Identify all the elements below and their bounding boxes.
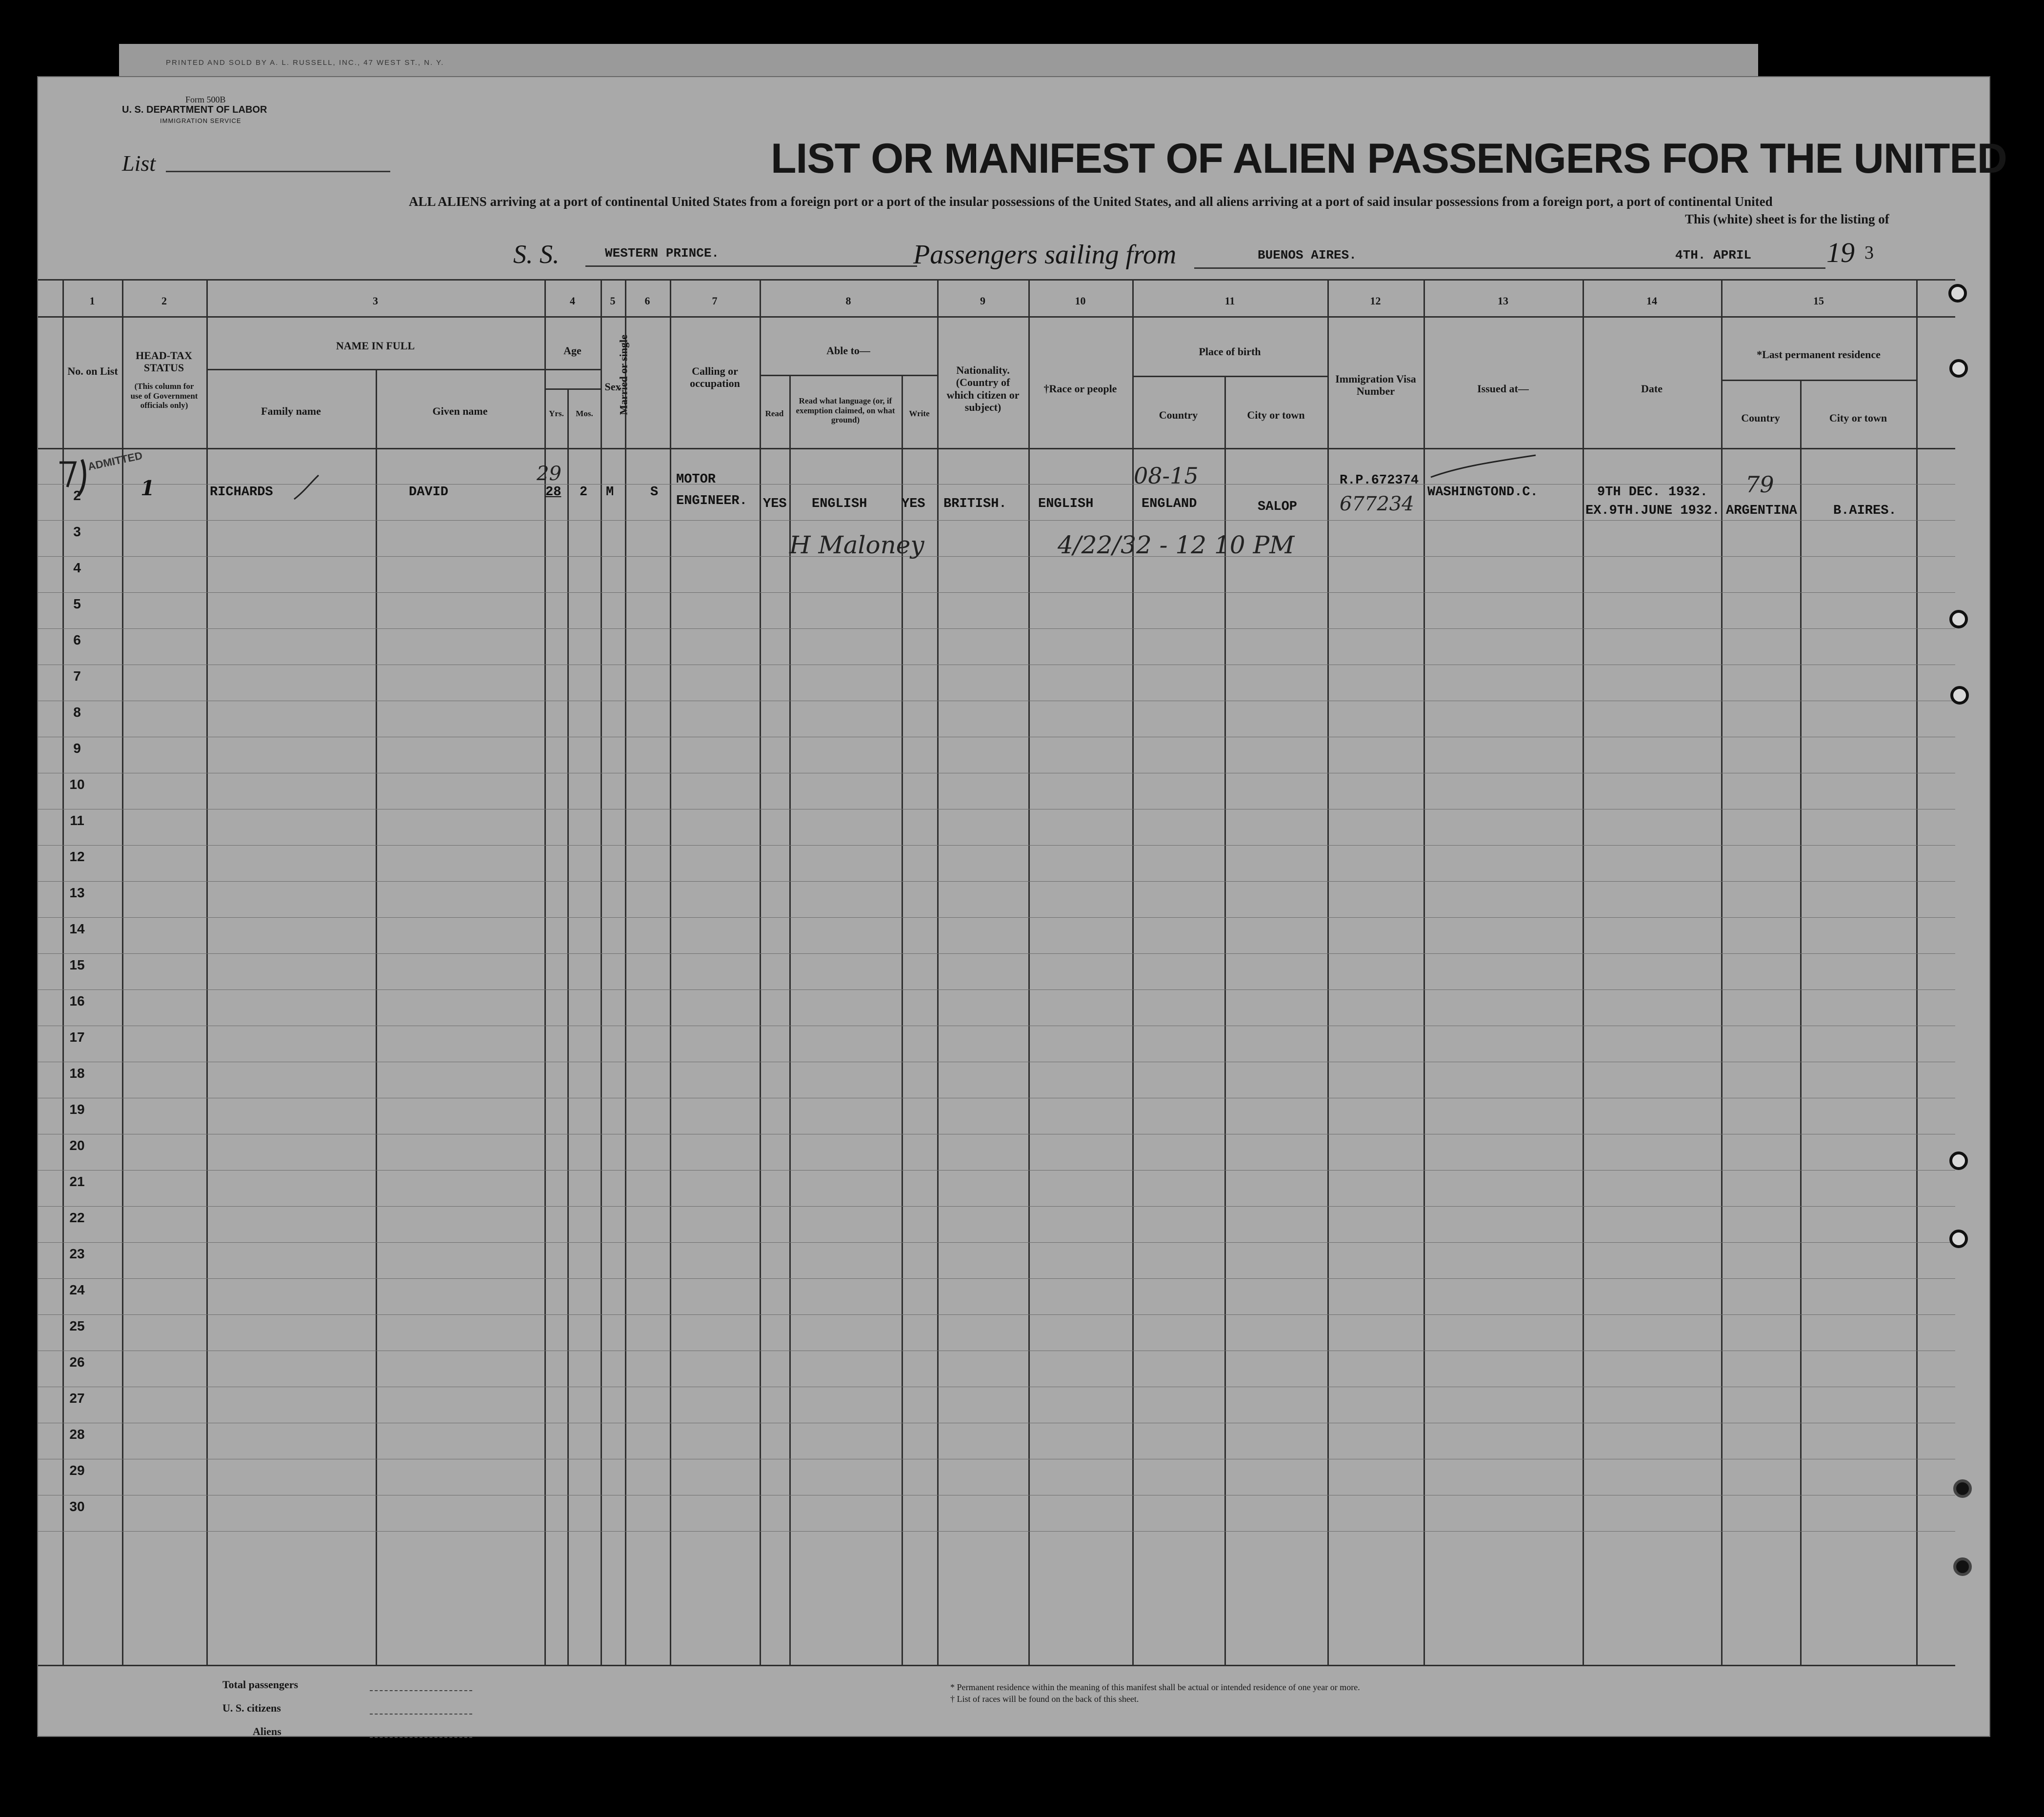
footer-total-field[interactable] (370, 1690, 472, 1691)
row-number: 5 (73, 596, 81, 611)
row-number: 15 (69, 957, 85, 972)
visa-date-line-2: EX.9TH.JUNE 1932. (1585, 504, 1720, 518)
handwritten-date: 4/22/32 - 12 10 PM (1058, 531, 1295, 559)
footer-citizens-field[interactable] (370, 1714, 472, 1715)
able-subheader-rule (760, 375, 937, 376)
row-number: 13 (69, 885, 85, 900)
row-divider (38, 917, 1955, 918)
age-handwritten: 29 (537, 463, 561, 485)
header-age-mos: Mos. (576, 409, 593, 418)
birth-city-value: SALOP (1258, 500, 1298, 514)
age-subheader-rule (544, 388, 601, 390)
row-number: 19 (69, 1102, 85, 1117)
row-divider (38, 1531, 1955, 1532)
header-no-on-list: No. on List (67, 365, 118, 377)
row-number: 2 (73, 488, 81, 503)
header-age-yrs: Yrs. (549, 409, 564, 418)
column-number-rule (38, 316, 1955, 318)
read-value: YES (763, 497, 787, 511)
col-number: 5 (610, 295, 616, 307)
sex-value: M (606, 485, 614, 500)
row-number: 16 (69, 993, 85, 1009)
nationality-value: BRITISH. (943, 497, 1007, 511)
col-line (1423, 279, 1425, 1665)
header-race: †Race or people (1043, 383, 1117, 395)
department-name: U. S. DEPARTMENT OF LABOR (122, 104, 267, 115)
col-line (760, 279, 761, 1665)
row-number: 10 (69, 777, 85, 792)
footer-note-races: † List of races will be found on the back of this sheet. (950, 1694, 1139, 1704)
col-line (902, 375, 903, 1665)
header-calling-occupation: Calling or occupation (690, 365, 740, 390)
header-date: Date (1641, 383, 1663, 395)
row-divider (38, 1278, 1955, 1279)
row-number: 26 (69, 1354, 85, 1370)
header-head-tax-note: (This column for use of Government officials only) (130, 382, 198, 410)
row-number: 11 (70, 813, 84, 828)
header-visa-number: Immigration Visa Number (1335, 373, 1416, 398)
col-number: 4 (570, 295, 575, 307)
instruction-line-1: ALL ALIENS arriving at a port of continental United States from a foreign port or a port of the insular possessions of the United States, and all aliens arriving at a port of said insular possessions from a foreign port, a port of continental United (409, 194, 1773, 209)
form-number: Form 500B (185, 95, 226, 104)
row-divider (38, 1314, 1955, 1315)
ship-name-field[interactable] (585, 265, 917, 267)
ship-name: WESTERN PRINCE. (605, 246, 720, 261)
row-divider (38, 628, 1955, 629)
col-line (601, 279, 602, 1665)
year-prefix: 19 (1826, 237, 1855, 268)
col-line (1721, 279, 1723, 1665)
instruction-line-2: This (white) sheet is for the listing of (1685, 212, 1889, 226)
admitted-stamp-text: ADMITTED (86, 449, 144, 473)
row-divider (38, 556, 1955, 557)
row-number: 20 (69, 1138, 85, 1153)
row-number: 27 (69, 1391, 85, 1406)
col-line (1583, 279, 1584, 1665)
sailing-date: 4TH. APRIL (1675, 248, 1752, 262)
page-title: LIST OR MANIFEST OF ALIEN PASSENGERS FOR THE UNITED (771, 135, 2007, 182)
col-line (376, 369, 377, 1665)
footer-total-label: Total passengers (222, 1678, 299, 1691)
age-months-value: 2 (580, 485, 588, 500)
header-married-or-single: Married or single (617, 335, 630, 415)
departure-port: BUENOS AIRES. (1258, 248, 1357, 262)
header-last-residence: *Last permanent residence (1757, 348, 1881, 361)
age-years-value: 28 (545, 485, 561, 500)
row-number: 30 (69, 1499, 85, 1514)
header-sex: Sex (604, 381, 621, 393)
inspector-signature: H Maloney (789, 531, 924, 559)
footer-citizens-label: U. S. citizens (222, 1702, 281, 1714)
language-value: ENGLISH (812, 497, 867, 511)
row-divider (38, 1170, 1955, 1171)
header-nationality: Nationality. (Country of which citizen or subject) (946, 364, 1020, 413)
check-mark (292, 472, 321, 502)
col-line (1800, 380, 1802, 1665)
row-number: 24 (69, 1282, 85, 1297)
occupation-line-2: ENGINEER. (676, 494, 747, 508)
punch-hole (1949, 1151, 1968, 1170)
visa-handwritten-note: 677234 (1340, 493, 1414, 515)
row-number: 21 (69, 1174, 85, 1189)
race-value: ENGLISH (1038, 497, 1094, 511)
header-age: Age (563, 344, 581, 357)
occupation-line-1: MOTOR (676, 472, 716, 487)
header-place-of-birth: Place of birth (1199, 345, 1261, 358)
header-read-language: Read what language (or, if exemption claimed, on what ground) (796, 396, 895, 425)
col-number: 10 (1075, 295, 1086, 307)
list-number-field[interactable] (166, 171, 390, 172)
row-number: 3 (73, 524, 81, 539)
row-divider (38, 484, 1955, 485)
row-divider (38, 1242, 1955, 1243)
punch-hole (1953, 1557, 1972, 1576)
row-number: 23 (69, 1246, 85, 1261)
admitted-stamp (55, 449, 144, 506)
ss-label: S. S. (513, 240, 560, 269)
col-number: 12 (1370, 295, 1381, 307)
residence-city-value: B.AIRES. (1833, 504, 1897, 518)
residence-handwritten-note: 79 (1745, 471, 1774, 498)
header-issued-at: Issued at— (1477, 383, 1529, 395)
family-name-value: RICHARDS (210, 485, 273, 500)
table-top-rule (38, 279, 1955, 281)
col-line (206, 279, 208, 1665)
row-number: 9 (73, 741, 81, 756)
issued-at-value: WASHINGTOND.C. (1427, 485, 1538, 500)
head-tax-value: 1 (140, 476, 155, 500)
issued-at-pen-stroke (1428, 453, 1541, 482)
header-head-tax: HEAD-TAX STATUS (136, 349, 192, 374)
row-number: 17 (69, 1030, 85, 1045)
col-line (937, 279, 939, 1665)
col-number: 8 (845, 295, 851, 307)
birth-handwritten-note: 08-15 (1134, 463, 1199, 489)
header-residence-city: City or town (1829, 412, 1887, 424)
table-bottom-rule (38, 1665, 1955, 1666)
header-read: Read (765, 409, 784, 418)
sailing-date-field[interactable] (1572, 267, 1825, 269)
col-number: 13 (1498, 295, 1508, 307)
col-number: 11 (1224, 295, 1235, 307)
punch-hole (1950, 686, 1969, 705)
row-number: 18 (69, 1066, 85, 1081)
header-able-to: Able to— (826, 344, 870, 357)
row-number: 4 (73, 560, 81, 575)
row-number: 25 (69, 1318, 85, 1333)
birth-country-value: ENGLAND (1142, 497, 1197, 511)
row-divider (38, 881, 1955, 882)
punch-hole (1949, 1230, 1968, 1248)
col-line (625, 279, 626, 1665)
col-number: 7 (712, 295, 718, 307)
year-suffix: 3 (1864, 242, 1874, 263)
punch-hole (1948, 284, 1967, 303)
col-number: 3 (373, 295, 378, 307)
given-name-value: DAVID (409, 485, 449, 500)
header-given-name: Given name (432, 405, 488, 417)
manifest-sheet (37, 76, 2007, 1737)
row-divider (38, 592, 1955, 593)
footer-note-residence: * Permanent residence within the meaning of this manifest shall be actual or intended residence of one year or more. (950, 1682, 1360, 1692)
row-divider (38, 1206, 1955, 1207)
header-residence-country: Country (1741, 412, 1780, 424)
col-line (1224, 376, 1226, 1665)
col-number: 15 (1813, 295, 1824, 307)
row-number: 6 (73, 632, 81, 647)
service-name: IMMIGRATION SERVICE (160, 117, 241, 124)
sailing-label: Passengers sailing from (913, 240, 1177, 270)
col-line (567, 388, 569, 1665)
punch-hole (1949, 359, 1968, 378)
col-number: 1 (89, 295, 95, 307)
col-number: 6 (644, 295, 650, 307)
row-number: 7 (73, 668, 81, 684)
footer-aliens-field[interactable] (370, 1737, 472, 1738)
row-number: 12 (69, 849, 85, 864)
col-line (1028, 279, 1030, 1665)
write-value: YES (902, 497, 925, 511)
row-divider (38, 989, 1955, 990)
residence-subheader-rule (1721, 380, 1916, 381)
header-name-in-full: NAME IN FULL (336, 340, 415, 352)
punch-hole (1953, 1479, 1972, 1498)
col-number: 2 (161, 295, 167, 307)
printer-imprint: PRINTED AND SOLD BY A. L. RUSSELL, INC., 47 WEST ST., N. Y. (166, 59, 444, 67)
col-number: 9 (980, 295, 985, 307)
birth-subheader-rule (1132, 376, 1327, 377)
row-number: 8 (73, 705, 81, 720)
row-number: 22 (69, 1210, 85, 1225)
visa-date-line-1: 9TH DEC. 1932. (1597, 485, 1708, 500)
marital-value: S (650, 485, 659, 500)
row-divider (38, 845, 1955, 846)
col-line (1327, 279, 1329, 1665)
col-line (1916, 279, 1918, 1665)
row-divider (38, 520, 1955, 521)
row-number: 28 (69, 1427, 85, 1442)
name-subheader-rule (206, 369, 601, 370)
row-divider (38, 953, 1955, 954)
header-birth-country: Country (1159, 409, 1198, 421)
header-family-name: Family name (261, 405, 321, 417)
row-number: 14 (69, 921, 85, 936)
residence-country-value: ARGENTINA (1726, 504, 1797, 518)
header-bottom-rule (38, 448, 1955, 449)
header-write: Write (909, 409, 930, 418)
footer-aliens-label: Aliens (253, 1725, 281, 1737)
row-number: 29 (69, 1463, 85, 1478)
departure-port-field[interactable] (1194, 267, 1589, 269)
header-birth-city: City or town (1247, 409, 1305, 421)
col-number: 14 (1646, 295, 1657, 307)
list-label: List (122, 151, 156, 176)
punch-hole (1949, 610, 1968, 628)
col-line (789, 375, 791, 1665)
col-line (670, 279, 671, 1665)
visa-number-value: R.P.672374 (1340, 473, 1419, 488)
